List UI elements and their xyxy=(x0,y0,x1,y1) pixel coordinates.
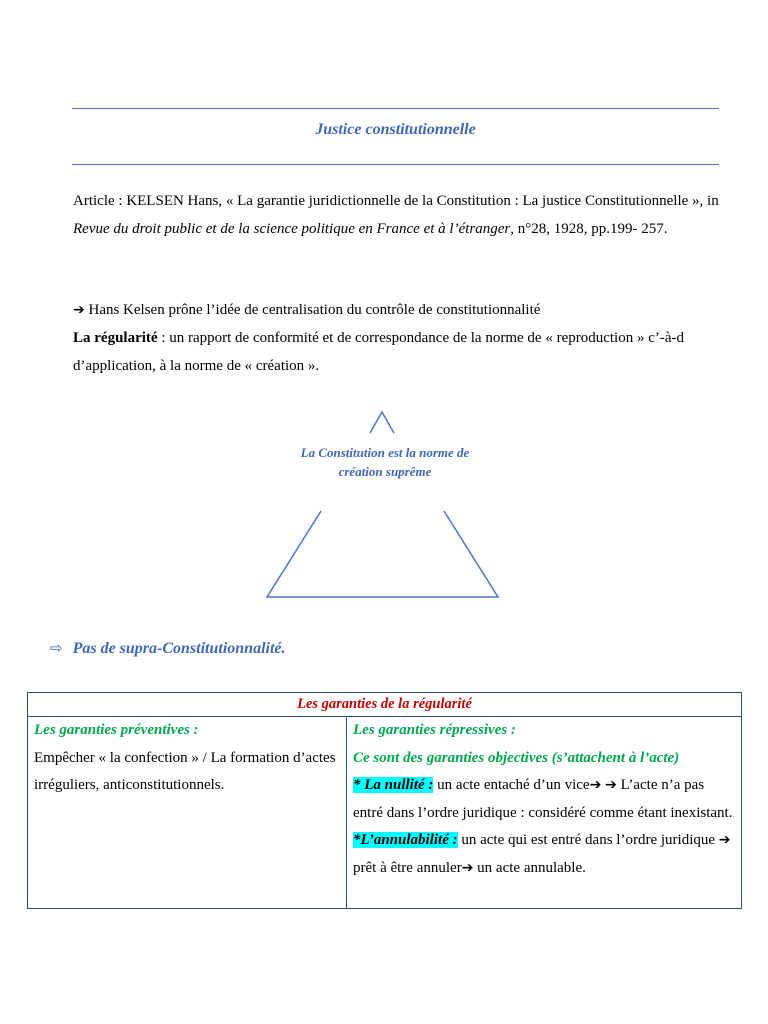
arrow-right-icon: ➔ xyxy=(589,777,602,793)
repressive-subtitle: Ce sont des garanties objectives (s’attachent à l’acte) xyxy=(353,749,680,766)
annulabilite-label: *L’annulabilité : xyxy=(353,832,458,848)
article-suffix: , n°28, 1928, pp.199- 257. xyxy=(510,220,668,237)
repressive-title: Les garanties répressives : xyxy=(353,722,516,738)
supra-text: Pas de supra-Constitutionnalité. xyxy=(72,640,286,657)
triangle-base xyxy=(267,511,498,597)
garanties-table xyxy=(27,692,742,909)
arrow-right-icon: ➔ xyxy=(73,302,85,318)
preventive-text: Empêcher « la confection » / La formation d’actes irréguliers, anticonstitutionnels. xyxy=(34,749,336,793)
annulabilite-paragraph xyxy=(353,827,735,882)
hollow-arrow-icon: ⇨ xyxy=(50,639,63,657)
kelsen-point-text: Hans Kelsen prône l’idée de centralisation du contrôle de constitutionnalité xyxy=(84,302,541,318)
preventive-cell xyxy=(28,717,347,909)
nullite-label: * La nullité : xyxy=(353,777,434,793)
arrow-right-icon: ➔ xyxy=(605,777,617,793)
annul-text-3: un acte annulable. xyxy=(473,859,586,876)
nullite-text-1: un acte entaché d’un vice xyxy=(433,777,590,793)
nullite-paragraph xyxy=(353,772,735,827)
repressive-cell xyxy=(347,717,742,909)
table-row xyxy=(28,717,742,909)
article-prefix: Article : KELSEN Hans, « La garantie juridictionnelle de la Constitution : La justice Constitutionnelle », in xyxy=(73,193,719,209)
page-title: Justice constitutionnelle xyxy=(315,121,476,138)
preventive-title: Les garanties préventives : xyxy=(34,722,199,738)
annul-text-2: prêt à être annuler xyxy=(353,859,462,876)
article-journal: Revue du droit public et de la science politique en France et à l’étranger xyxy=(73,220,511,237)
table-header: Les garanties de la régularité xyxy=(28,693,742,717)
arrow-right-icon: ➔ xyxy=(718,832,731,848)
nullite-text-2: L’acte n’a pas entré dans l’ordre juridique : considéré comme étant inexistant. xyxy=(353,777,733,821)
regularite-label: La régularité xyxy=(73,330,158,346)
supra-constitutionnalite xyxy=(50,639,286,658)
triangle-apex xyxy=(370,412,394,433)
annul-text-1: un acte qui est entré dans l’ordre juridique xyxy=(457,832,719,848)
regularite-text: : un rapport de conformité et de correspondance de la norme de « reproduction » c’-à-d d’application, à la norme de « création ». xyxy=(73,330,685,374)
triangle-label: La Constitution est la norme de création suprême xyxy=(300,445,470,479)
table-header-row xyxy=(28,693,742,717)
arrow-right-icon: ➔ xyxy=(461,859,474,876)
